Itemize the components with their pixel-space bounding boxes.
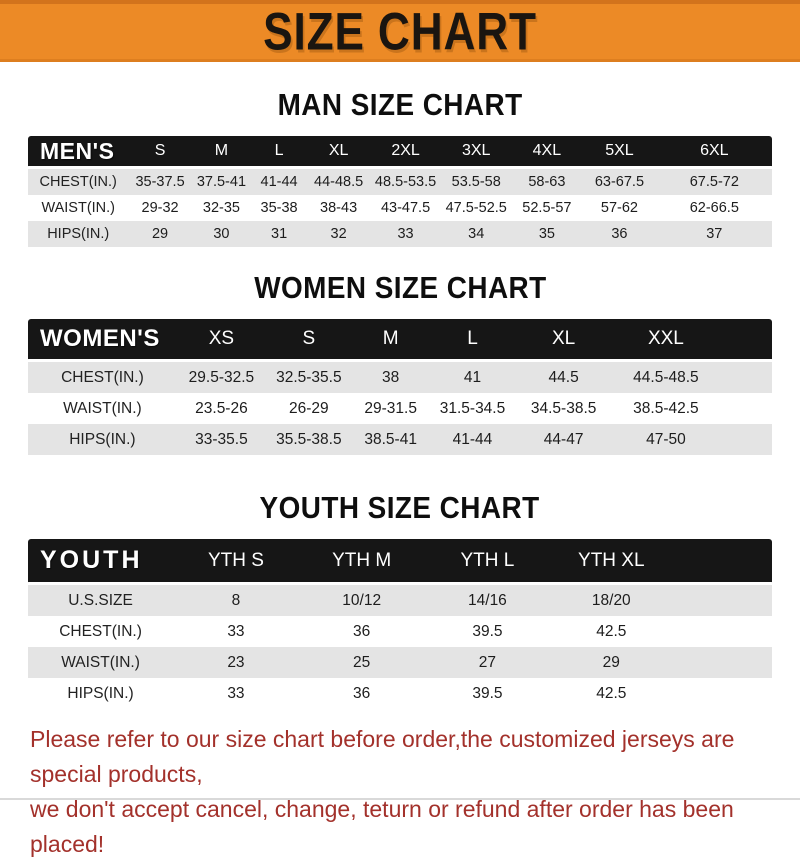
size-value: 44-48.5 (307, 169, 370, 195)
table-header-row (28, 539, 772, 585)
men-section-heading-text: MAN SIZE CHART (277, 87, 523, 122)
size-value: 44.5-48.5 (612, 362, 720, 393)
size-value: 38.5-41 (352, 424, 430, 455)
size-value: 36 (299, 616, 425, 647)
row-label: WAIST(IN.) (28, 393, 177, 424)
size-value: 37 (657, 221, 772, 247)
size-column-header: 2XL (370, 136, 441, 169)
size-value: 62-66.5 (657, 195, 772, 221)
table-corner-label: WOMEN'S (28, 319, 177, 362)
size-column-header: 6XL (657, 136, 772, 169)
size-value: 29-32 (128, 195, 191, 221)
size-column-header: XS (177, 319, 266, 362)
size-value: 18/20 (550, 585, 672, 616)
size-column-header: YTH L (425, 539, 551, 585)
size-column-header: L (430, 319, 516, 362)
size-value: 31.5-34.5 (430, 393, 516, 424)
youth-size-table (28, 539, 772, 709)
row-label: WAIST(IN.) (28, 647, 173, 678)
size-column-header: S (266, 319, 352, 362)
row-label: CHEST(IN.) (28, 169, 128, 195)
size-value: 39.5 (425, 616, 551, 647)
table-row (28, 647, 772, 678)
size-value: 8 (173, 585, 299, 616)
size-value: 35 (512, 221, 583, 247)
table-row (28, 616, 772, 647)
size-chart-banner (0, 0, 800, 62)
size-column-header: M (192, 136, 252, 169)
size-value: 29-31.5 (352, 393, 430, 424)
size-column-header: 4XL (512, 136, 583, 169)
size-value: 34.5-38.5 (515, 393, 612, 424)
size-value: 35-38 (251, 195, 307, 221)
size-value: 33 (173, 616, 299, 647)
spacer-cell (672, 585, 772, 616)
women-size-table (28, 319, 772, 455)
size-value: 35.5-38.5 (266, 424, 352, 455)
order-notice-line-1: Please refer to our size chart before order,the customized jerseys are special products, (30, 726, 735, 787)
table-row (28, 678, 772, 709)
size-column-header: 3XL (441, 136, 512, 169)
size-column-header: S (128, 136, 191, 169)
size-value: 48.5-53.5 (370, 169, 441, 195)
spacer-cell (720, 362, 772, 393)
youth-section-heading (0, 490, 800, 526)
size-value: 41 (430, 362, 516, 393)
size-value: 30 (192, 221, 252, 247)
size-value: 36 (299, 678, 425, 709)
size-value: 38-43 (307, 195, 370, 221)
size-column-header: YTH XL (550, 539, 672, 585)
size-value: 53.5-58 (441, 169, 512, 195)
table-corner-label: MEN'S (28, 136, 128, 169)
table-row (28, 221, 772, 247)
size-value: 33 (173, 678, 299, 709)
size-value: 39.5 (425, 678, 551, 709)
size-value: 36 (582, 221, 656, 247)
women-section-heading-text: WOMEN SIZE CHART (253, 270, 547, 305)
size-column-header: YTH S (173, 539, 299, 585)
spacer-cell (720, 319, 772, 362)
table-header-row (28, 319, 772, 362)
size-value: 67.5-72 (657, 169, 772, 195)
order-notice (30, 722, 800, 862)
size-value: 10/12 (299, 585, 425, 616)
table-row (28, 169, 772, 195)
size-value: 52.5-57 (512, 195, 583, 221)
row-label: U.S.SIZE (28, 585, 173, 616)
table-row (28, 195, 772, 221)
size-value: 43-47.5 (370, 195, 441, 221)
size-value: 31 (251, 221, 307, 247)
spacer-cell (672, 647, 772, 678)
row-label: HIPS(IN.) (28, 678, 173, 709)
spacer-cell (720, 393, 772, 424)
size-value: 47-50 (612, 424, 720, 455)
size-column-header: YTH M (299, 539, 425, 585)
size-column-header: 5XL (582, 136, 656, 169)
size-column-header: L (251, 136, 307, 169)
table-header-row (28, 136, 772, 169)
row-label: WAIST(IN.) (28, 195, 128, 221)
size-value: 33 (370, 221, 441, 247)
size-column-header: M (352, 319, 430, 362)
size-value: 32 (307, 221, 370, 247)
order-notice-line-2: we don't accept cancel, change, teturn or refund after order has been placed! (30, 796, 734, 857)
size-value: 44-47 (515, 424, 612, 455)
spacer-cell (672, 616, 772, 647)
size-column-header: XXL (612, 319, 720, 362)
size-value: 63-67.5 (582, 169, 656, 195)
row-label: CHEST(IN.) (28, 362, 177, 393)
spacer-cell (672, 539, 772, 585)
size-value: 38 (352, 362, 430, 393)
size-value: 35-37.5 (128, 169, 191, 195)
size-value: 47.5-52.5 (441, 195, 512, 221)
size-value: 26-29 (266, 393, 352, 424)
table-row (28, 585, 772, 616)
size-value: 23 (173, 647, 299, 678)
size-value: 58-63 (512, 169, 583, 195)
size-value: 33-35.5 (177, 424, 266, 455)
table-row (28, 362, 772, 393)
size-value: 29 (550, 647, 672, 678)
women-section-heading (0, 270, 800, 306)
row-label: CHEST(IN.) (28, 616, 173, 647)
table-corner-label: YOUTH (28, 539, 173, 585)
size-value: 42.5 (550, 678, 672, 709)
size-column-header: XL (515, 319, 612, 362)
size-value: 32-35 (192, 195, 252, 221)
men-section-heading (0, 87, 800, 123)
size-value: 57-62 (582, 195, 656, 221)
size-value: 41-44 (251, 169, 307, 195)
size-value: 44.5 (515, 362, 612, 393)
size-value: 38.5-42.5 (612, 393, 720, 424)
size-value: 34 (441, 221, 512, 247)
size-value: 42.5 (550, 616, 672, 647)
size-value: 32.5-35.5 (266, 362, 352, 393)
banner-title: SIZE CHART (263, 1, 537, 62)
table-row (28, 424, 772, 455)
size-value: 29.5-32.5 (177, 362, 266, 393)
table-row (28, 393, 772, 424)
size-value: 29 (128, 221, 191, 247)
size-value: 23.5-26 (177, 393, 266, 424)
youth-section-heading-text: YOUTH SIZE CHART (259, 490, 541, 525)
size-value: 27 (425, 647, 551, 678)
spacer-cell (672, 678, 772, 709)
size-column-header: XL (307, 136, 370, 169)
size-value: 41-44 (430, 424, 516, 455)
size-value: 14/16 (425, 585, 551, 616)
size-value: 25 (299, 647, 425, 678)
row-label: HIPS(IN.) (28, 221, 128, 247)
size-value: 37.5-41 (192, 169, 252, 195)
men-size-table (28, 136, 772, 247)
spacer-cell (720, 424, 772, 455)
row-label: HIPS(IN.) (28, 424, 177, 455)
